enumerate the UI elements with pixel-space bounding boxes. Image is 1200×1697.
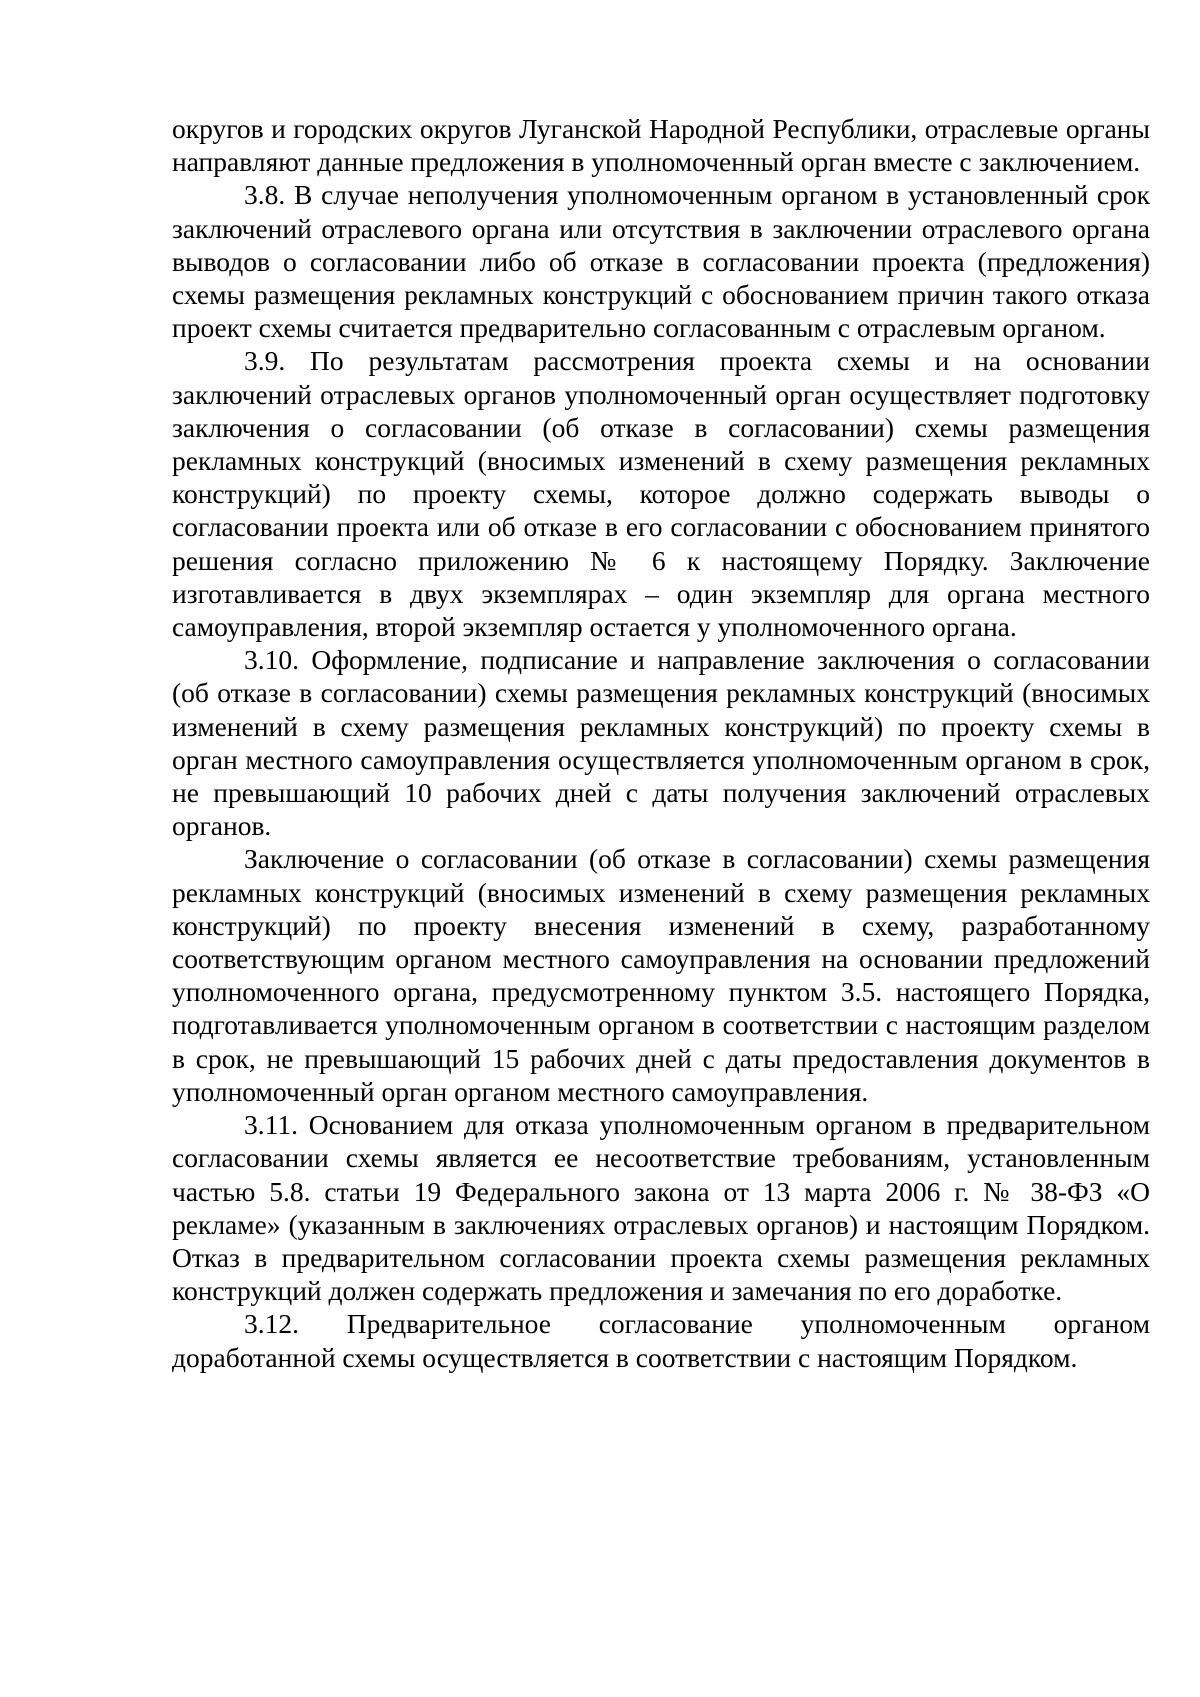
- paragraph-3-11: 3.11. Основанием для отказа уполномоченным органом в предварительном согласовании схемы является ее несоответствие требованиям, установленным частью 5.8. статьи 19 Федерального закона от 13 марта 2006 г. № 38-ФЗ «О рекламе» (указанным в заключениях отраслевых органов) и настоящим Порядком. Отказ в предварительном согласовании проекта схемы размещения рекламных конструкций должен содержать предложения и замечания по его доработке.: [172, 1109, 1150, 1307]
- paragraph-3-12: 3.12. Предварительное согласование уполномоченным органом доработанной схемы осуществляется в соответствии с настоящим Порядком.: [172, 1308, 1150, 1373]
- paragraph-3-10-conclusion: Заключение о согласовании (об отказе в согласовании) схемы размещения рекламных конструкций (вносимых изменений в схему размещения рекламных конструкций) по проекту внесения изменений в схему, разработанному соответствующим органом местного самоуправления на основании предложений уполномоченного органа, предусмотренному пунктом 3.5. настоящего Порядка, подготавливается уполномоченным органом в соответствии с настоящим разделом в срок, не превышающий 15 рабочих дней с даты предоставления документов в уполномоченный орган органом местного самоуправления.: [172, 843, 1150, 1107]
- document-body: [172, 112, 1150, 1374]
- paragraph-3-8: 3.8. В случае неполучения уполномоченным органом в установленный срок заключений отраслевого органа или отсутствия в заключении отраслевого органа выводов о согласовании либо об отказе в согласовании проекта (предложения) схемы размещения рекламных конструкций с обоснованием причин такого отказа проект схемы считается предварительно согласованным с отраслевым органом.: [172, 179, 1150, 344]
- paragraph-continuation: округов и городских округов Луганской Народной Республики, отраслевые органы направляют данные предложения в уполномоченный орган вместе с заключением.: [172, 113, 1150, 178]
- paragraph-3-10: 3.10. Оформление, подписание и направление заключения о согласовании (об отказе в согласовании) схемы размещения рекламных конструкций (вносимых изменений в схему размещения рекламных конструкций) по проекту схемы в орган местного самоуправления осуществляется уполномоченным органом в срок, не превышающий 10 рабочих дней с даты получения заключений отраслевых органов.: [172, 644, 1150, 842]
- paragraph-3-9: 3.9. По результатам рассмотрения проекта схемы и на основании заключений отраслевых органов уполномоченный орган осуществляет подготовку заключения о согласовании (об отказе в согласовании) схемы размещения рекламных конструкций (вносимых изменений в схему размещения рекламных конструкций) по проекту схемы, которое должно содержать выводы о согласовании проекта или об отказе в его согласовании с обоснованием принятого решения согласно приложению № 6 к настоящему Порядку. Заключение изготавливается в двух экземплярах – один экземпляр для органа местного самоуправления, второй экземпляр остается у уполномоченного органа.: [172, 345, 1150, 643]
